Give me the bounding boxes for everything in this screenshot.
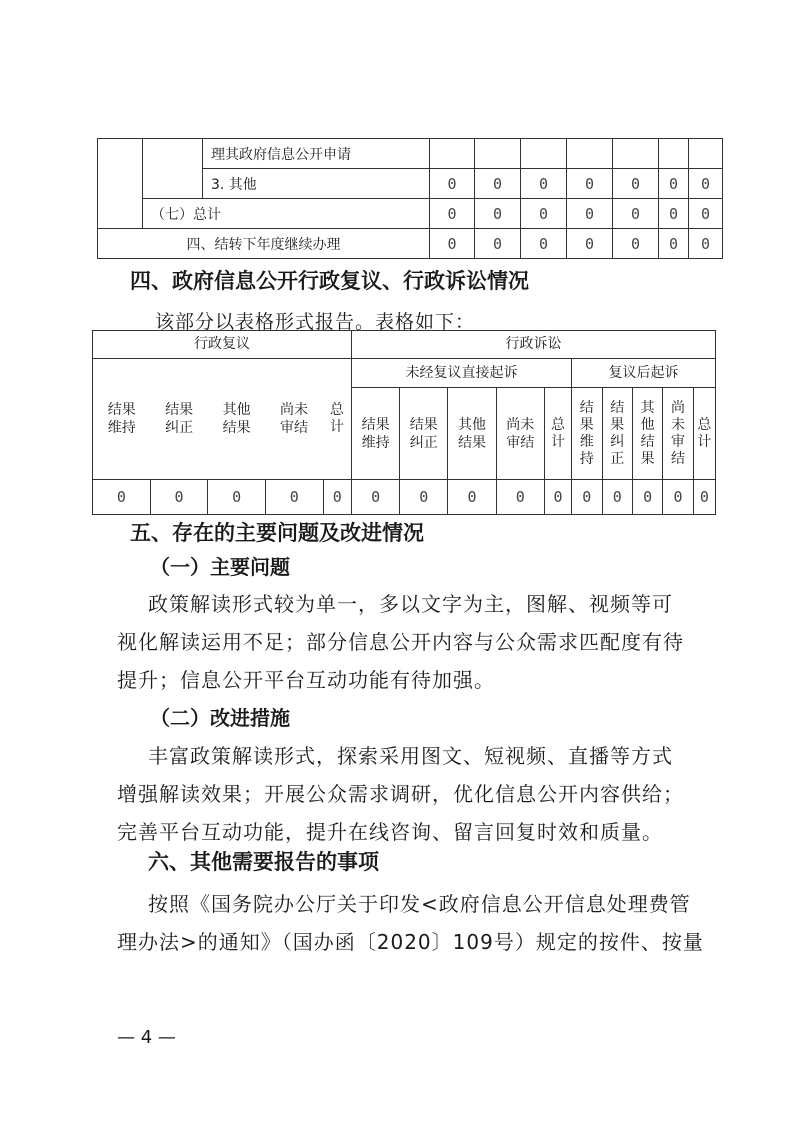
para2-line: 增强解读效果；开展公众需求调研，优化信息公开内容供给； bbox=[117, 782, 684, 806]
para3-line: 按照《国务院办公厅关于印发<政府信息公开信息处理费管 bbox=[148, 892, 691, 916]
top-stats-table bbox=[97, 138, 723, 259]
header-direct: 未经复议直接起诉 bbox=[351, 359, 571, 388]
section5-sub2: （二）改进措施 bbox=[150, 706, 290, 730]
review-litigation-table bbox=[92, 330, 716, 515]
table-row bbox=[98, 139, 723, 169]
table-header-row bbox=[93, 331, 716, 359]
para1-line: 提升；信息公开平台互动功能有待加强。 bbox=[117, 668, 495, 692]
para2-line: 丰富政策解读形式，探索采用图文、短视频、直播等方式 bbox=[148, 744, 673, 768]
table-header-row: 结果维持 结果纠正 其他结果 尚未审结 总计 结果维持 结果纠正 其他结果 尚未审结 总计 bbox=[93, 388, 716, 480]
para2-line: 完善平台互动功能，提升在线咨询、留言回复时效和质量。 bbox=[117, 820, 663, 844]
header-litigation: 行政诉讼 bbox=[351, 331, 715, 359]
header-after: 复议后起诉 bbox=[572, 359, 716, 388]
section4-heading: 四、政府信息公开行政复议、行政诉讼情况 bbox=[130, 269, 529, 293]
row-label: （七）总计 bbox=[143, 199, 430, 229]
row-label: 理其政府信息公开申请 bbox=[203, 139, 430, 169]
table-row: 四、结转下年度继续办理 0 0 0 0 0 0 0 bbox=[98, 229, 723, 259]
section5-heading: 五、存在的主要问题及改进情况 bbox=[130, 521, 424, 545]
section6-heading: 六、其他需要报告的事项 bbox=[148, 850, 379, 874]
review-subheaders: 结果维持 结果纠正 其他结果 尚未审结 总计 bbox=[107, 402, 344, 436]
table-row: 3. 其他 0 0 0 0 0 0 0 bbox=[98, 169, 723, 199]
row-label: 四、结转下年度继续办理 bbox=[98, 229, 430, 259]
table-row: 0 0 0 0 0 0 0 0 0 0 0 0 0 0 0 bbox=[93, 480, 716, 515]
page-number: — 4 — bbox=[117, 1027, 176, 1048]
section5-sub1: （一）主要问题 bbox=[150, 555, 290, 579]
section4-intro: 该部分以表格形式报告。表格如下： bbox=[155, 311, 476, 333]
header-review: 行政复议 bbox=[93, 331, 352, 359]
table-header-row bbox=[93, 359, 716, 388]
table-row: （七）总计 0 0 0 0 0 0 0 bbox=[98, 199, 723, 229]
para1-line: 视化解读运用不足；部分信息公开内容与公众需求匹配度有待 bbox=[117, 630, 684, 654]
para1-line: 政策解读形式较为单一，多以文字为主，图解、视频等可 bbox=[148, 592, 673, 616]
para3-line: 理办法>的通知》（国办函〔2020〕109号）规定的按件、按量 bbox=[117, 930, 704, 954]
row-label: 3. 其他 bbox=[203, 169, 430, 199]
